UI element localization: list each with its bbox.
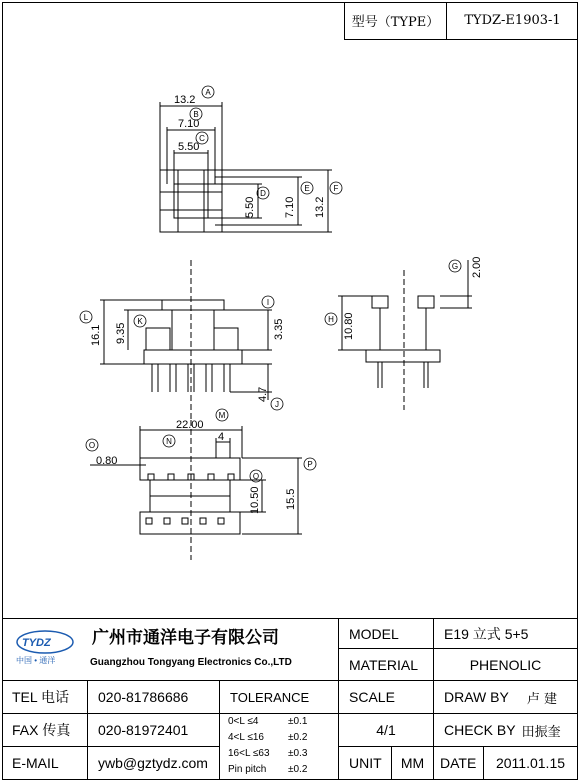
balloon-p: P xyxy=(307,460,313,469)
check-by-label: CHECK BY xyxy=(444,722,516,738)
logo-subtext: 中国 • 通洋 xyxy=(16,656,56,665)
dim-f: 13.2 xyxy=(314,196,326,218)
balloon-i: I xyxy=(266,298,270,307)
company-cell xyxy=(2,618,339,681)
tolerance-table xyxy=(220,714,339,780)
tol-value-2: ±0.2 xyxy=(288,732,308,743)
dim-g: 2.00 xyxy=(471,256,483,278)
tol-value-4: ±0.2 xyxy=(288,764,308,775)
dim-p: 15.5 xyxy=(285,488,297,510)
tel-label: TEL 电话 xyxy=(2,681,88,714)
dim-o: 0.80 xyxy=(96,455,118,467)
dim-l: 16.1 xyxy=(90,324,102,346)
dim-h: 10.80 xyxy=(343,312,355,340)
email-value: ywb@gztydz.com xyxy=(88,747,220,780)
model-label: MODEL xyxy=(339,618,434,649)
tel-value: 020-81786686 xyxy=(88,681,220,714)
balloon-e: E xyxy=(304,184,310,193)
balloon-k: K xyxy=(137,317,143,326)
draw-by-value: 卢 建 xyxy=(526,691,557,707)
balloon-c: C xyxy=(199,134,205,143)
type-label: 型号（TYPE） xyxy=(345,2,447,39)
title-block xyxy=(2,618,578,780)
balloon-b: B xyxy=(193,110,199,119)
company-name-en: Guangzhou Tongyang Electronics Co.,LTD xyxy=(90,657,292,668)
balloon-f: F xyxy=(333,184,339,193)
date-label: DATE xyxy=(434,747,484,780)
tol-range-1: 0<L ≤4 xyxy=(228,716,259,727)
dim-e: 7.10 xyxy=(284,196,296,218)
dim-k: 9.35 xyxy=(115,322,127,344)
logo-text: TYDZ xyxy=(22,637,51,649)
tol-range-3: 16<L ≤63 xyxy=(228,748,270,759)
balloon-j: J xyxy=(275,400,279,409)
side-view xyxy=(338,260,472,410)
check-by-cell xyxy=(434,714,578,747)
tol-value-1: ±0.1 xyxy=(288,716,308,727)
balloon-n: N xyxy=(166,437,172,446)
fax-label: FAX 传真 xyxy=(2,714,88,747)
balloon-g: G xyxy=(451,262,459,271)
dim-j: 4.7 xyxy=(257,386,269,402)
scale-label: SCALE xyxy=(339,681,434,714)
company-name-cn: 广州市通洋电子有限公司 xyxy=(92,628,279,648)
tol-value-3: ±0.3 xyxy=(288,748,308,759)
draw-by-label: DRAW BY xyxy=(444,689,509,705)
bottom-view xyxy=(90,420,302,560)
type-value: TYDZ-E1903-1 xyxy=(464,13,561,28)
tol-range-4: Pin pitch xyxy=(228,764,267,775)
dim-m: 22.00 xyxy=(176,419,204,431)
unit-label: UNIT xyxy=(339,747,392,780)
dim-d: 5.50 xyxy=(244,196,256,218)
dim-n: 4 xyxy=(218,431,225,443)
date-value: 2011.01.15 xyxy=(484,747,578,780)
dim-i: 3.35 xyxy=(273,318,285,340)
balloon-l: L xyxy=(83,313,89,322)
balloon-d: D xyxy=(260,189,266,198)
tol-range-2: 4<L ≤16 xyxy=(228,732,264,743)
email-label: E-MAIL xyxy=(2,747,88,780)
dim-q: 10.50 xyxy=(249,486,261,514)
tydz-logo xyxy=(14,627,76,657)
material-label: MATERIAL xyxy=(339,649,434,681)
balloon-q: Q xyxy=(252,472,260,481)
fax-value: 020-81972401 xyxy=(88,714,220,747)
unit-value: MM xyxy=(392,747,434,780)
check-by-value: 田振奎 xyxy=(521,724,561,740)
draw-by-cell xyxy=(434,681,578,714)
balloon-a: A xyxy=(205,88,211,97)
tolerance-label: TOLERANCE xyxy=(220,681,339,714)
material-value: PHENOLIC xyxy=(434,649,578,681)
scale-value: 4/1 xyxy=(339,714,434,747)
dim-c: 5.50 xyxy=(178,141,200,153)
model-value: E19 立式 5+5 xyxy=(434,618,578,649)
dim-a: 13.2 xyxy=(174,94,196,106)
balloon-h: H xyxy=(328,315,334,324)
balloon-m: M xyxy=(218,411,226,420)
type-box xyxy=(344,2,578,40)
technical-drawing xyxy=(0,40,581,618)
balloon-o: O xyxy=(88,441,96,450)
dim-b: 7.10 xyxy=(178,118,200,130)
